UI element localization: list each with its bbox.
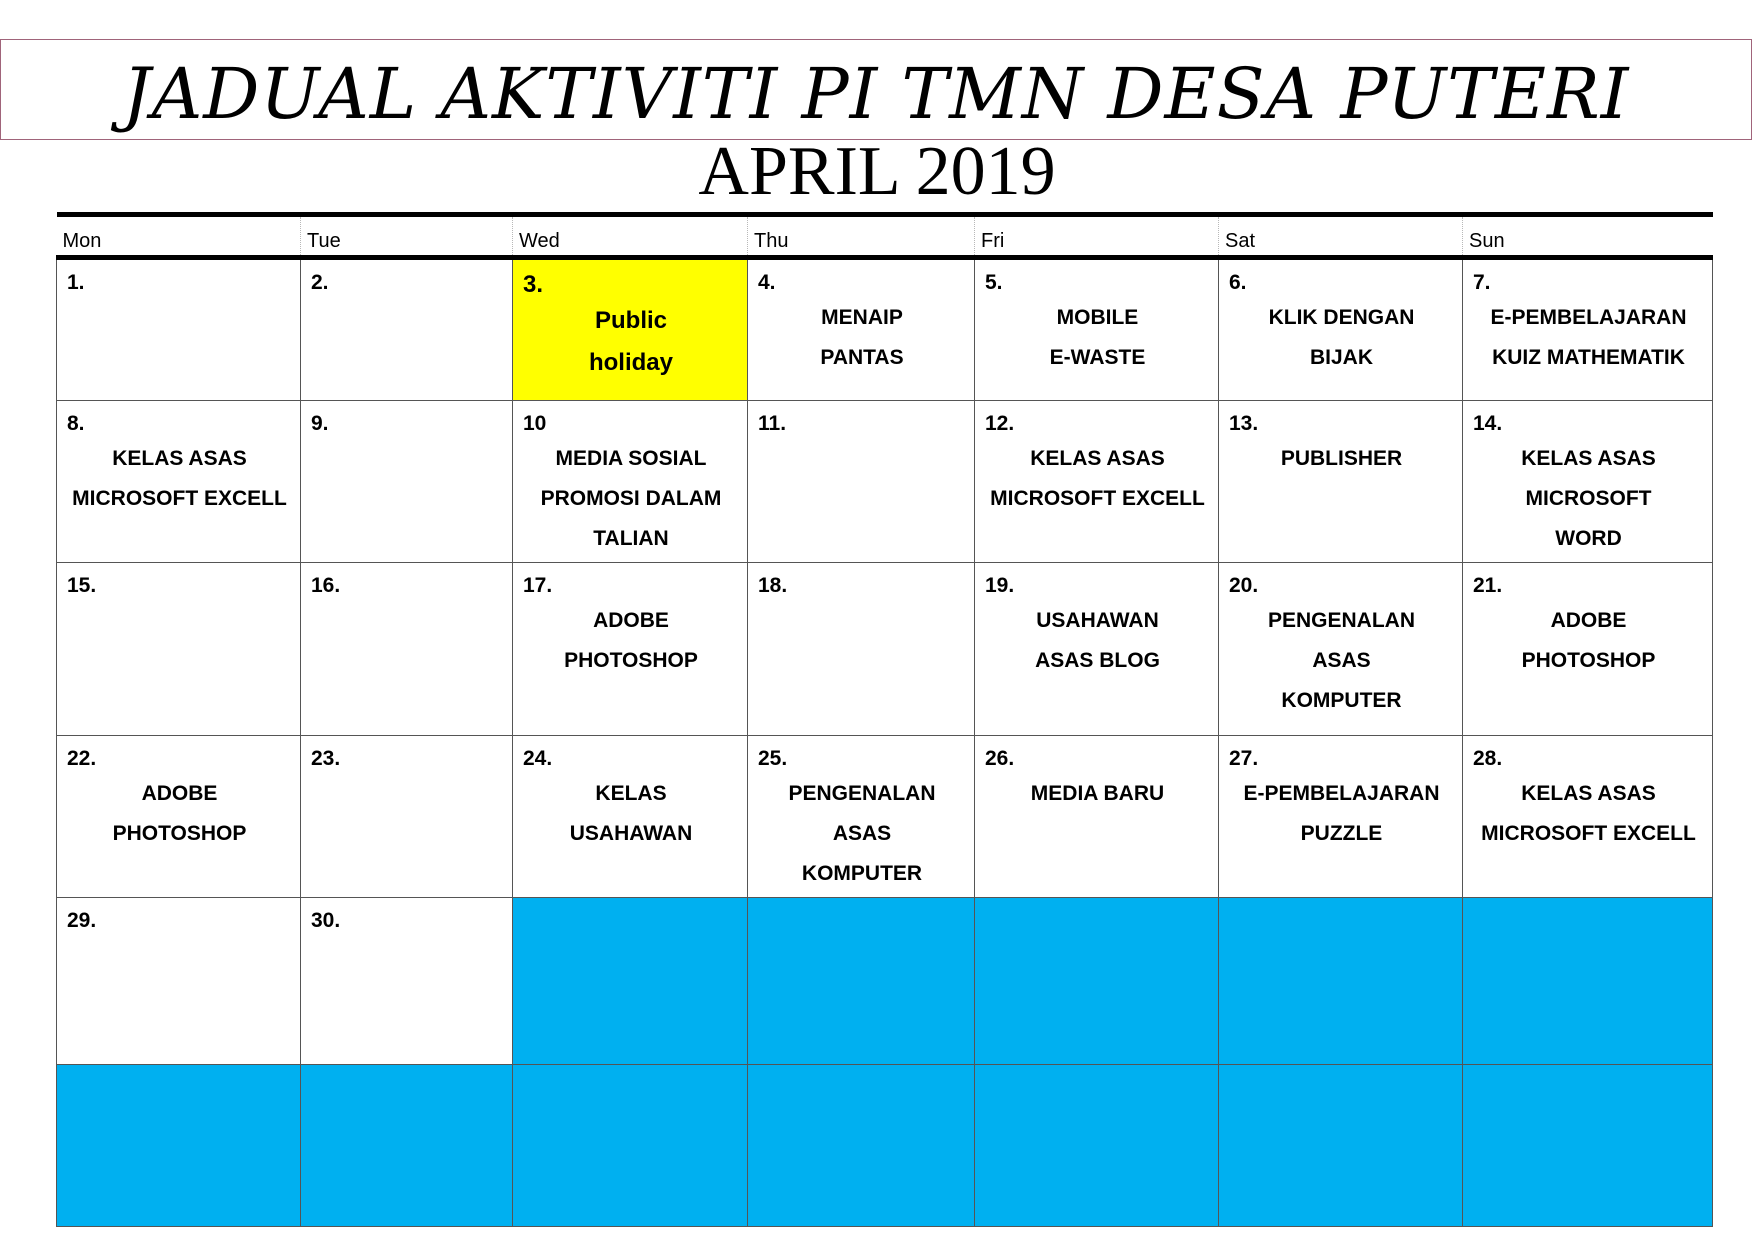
empty-day-cell [1219,898,1463,1065]
day-number: 1. [67,271,85,294]
activity-line: holiday [588,349,673,376]
activity-line: E-PEMBELAJARAN [1243,782,1440,805]
month-heading: APRIL 2019 [698,133,1056,210]
activity-line: KELAS [595,782,667,805]
day-number: 5. [985,271,1003,294]
activity-line: PANTAS [820,346,904,369]
day-cell [1463,736,1713,898]
activity-line: USAHAWAN [569,822,693,845]
day-number: 22. [67,747,97,770]
activity-line: E-WASTE [1049,346,1146,369]
day-cell [57,563,301,736]
activity-line: KLIK DENGAN [1268,306,1415,329]
activity-line: MEDIA SOSIAL [555,447,707,470]
weekday-mon: Mon [57,215,301,258]
day-number: 14. [1473,412,1503,435]
calendar-grid [56,212,1713,1227]
weekday-tue: Tue [301,215,513,258]
empty-day-cell [513,898,748,1065]
weekday-fri: Fri [975,215,1219,258]
activity-line: PHOTOSHOP [564,649,698,672]
day-number: 23. [311,747,341,770]
day-cell [1219,736,1463,898]
day-number: 4. [758,271,776,294]
activity-line: Public [594,307,667,334]
day-number: 2. [311,271,329,294]
day-number: 15. [67,574,97,597]
activity-line: ASAS [832,822,892,845]
activity-line: ASAS [1312,649,1371,672]
calendar-week-row [57,258,1713,401]
activity-line: KELAS ASAS [1030,447,1165,470]
activity-line: MICROSOFT EXCELL [72,487,287,510]
day-cell [301,898,513,1065]
page-title: JADUAL AKTIVITI PI TMN DESA PUTERI [122,52,1630,135]
day-cell [301,736,513,898]
activity-line: KELAS ASAS [1521,447,1656,470]
day-number: 24. [523,747,553,770]
day-number: 8. [67,412,85,435]
empty-day-cell [513,1065,748,1227]
day-cell [57,401,301,563]
day-cell [301,401,513,563]
empty-day-cell [1219,1065,1463,1227]
calendar-week-row [57,563,1713,736]
calendar-week-row [57,1065,1713,1227]
activity-line: KELAS ASAS [1521,782,1656,805]
title-banner [0,39,1752,140]
day-number: 19. [985,574,1015,597]
day-number: 20. [1229,574,1259,597]
day-cell [748,401,975,563]
day-cell [748,258,975,401]
calendar-week-row [57,736,1713,898]
day-cell [513,563,748,736]
day-number: 7. [1473,271,1491,294]
activity-line: PUZZLE [1300,822,1383,845]
day-number: 17. [523,574,553,597]
day-number: 3. [523,271,544,298]
day-number: 27. [1229,747,1259,770]
activity-line: PENGENALAN [788,782,936,805]
holiday-day-cell [513,258,748,401]
empty-day-cell [57,1065,301,1227]
day-number: 6. [1229,271,1247,294]
day-cell [57,258,301,401]
day-cell [975,401,1219,563]
day-number: 28. [1473,747,1503,770]
empty-day-cell [1463,898,1713,1065]
activity-line: KUIZ MATHEMATIK [1492,346,1685,369]
day-number: 12. [985,412,1015,435]
activity-line: BIJAK [1309,346,1373,369]
activity-line: ASAS BLOG [1035,649,1160,672]
day-cell [1219,401,1463,563]
day-number: 10 [523,412,547,435]
empty-day-cell [1463,1065,1713,1227]
day-cell [1463,563,1713,736]
activity-line: KELAS ASAS [112,447,247,470]
weekday-header-row [57,215,1713,258]
day-cell [1219,258,1463,401]
activity-line: PROMOSI DALAM [540,487,722,510]
day-number: 30. [311,909,341,932]
day-cell [513,736,748,898]
day-cell [513,401,748,563]
day-number: 11. [758,412,787,435]
activity-line: PHOTOSHOP [1521,649,1656,672]
activity-line: MICROSOFT EXCELL [990,487,1205,510]
day-number: 16. [311,574,341,597]
day-cell [975,563,1219,736]
activity-line: MICROSOFT [1525,487,1652,510]
activity-line: ADOBE [1550,609,1627,632]
day-cell [301,258,513,401]
calendar-week-row [57,898,1713,1065]
activity-line: ADOBE [141,782,218,805]
day-number: 9. [311,412,329,435]
empty-day-cell [975,1065,1219,1227]
day-cell [975,258,1219,401]
activity-line: USAHAWAN [1036,609,1159,632]
day-cell [748,563,975,736]
activity-line: PHOTOSHOP [112,822,247,845]
day-number: 25. [758,747,788,770]
weekday-thu: Thu [748,215,975,258]
activity-line: MEDIA BARU [1030,782,1165,805]
day-cell [1463,258,1713,401]
activity-line: MENAIP [821,306,903,329]
weekday-wed: Wed [513,215,748,258]
empty-day-cell [301,1065,513,1227]
activity-line: E-PEMBELAJARAN [1490,306,1687,329]
weekday-sat: Sat [1219,215,1463,258]
weekday-sun: Sun [1463,215,1713,258]
activity-line: WORD [1555,527,1622,550]
empty-day-cell [748,1065,975,1227]
day-number: 13. [1229,412,1259,435]
calendar-week-row [57,401,1713,563]
activity-line: KOMPUTER [801,862,923,885]
empty-day-cell [975,898,1219,1065]
day-cell [57,898,301,1065]
day-cell [1463,401,1713,563]
day-cell [1219,563,1463,736]
day-number: 18. [758,574,788,597]
day-cell [57,736,301,898]
activity-line: MOBILE [1056,306,1139,329]
day-cell [975,736,1219,898]
day-number: 26. [985,747,1015,770]
day-cell [301,563,513,736]
activity-line: PUBLISHER [1280,447,1403,470]
day-number: 21. [1473,574,1503,597]
activity-line: KOMPUTER [1281,689,1402,712]
empty-day-cell [748,898,975,1065]
activity-line: MICROSOFT EXCELL [1481,822,1696,845]
day-cell [748,736,975,898]
activity-line: PENGENALAN [1267,609,1415,632]
activity-line: TALIAN [593,527,669,550]
activity-line: ADOBE [593,609,669,632]
day-number: 29. [67,909,97,932]
